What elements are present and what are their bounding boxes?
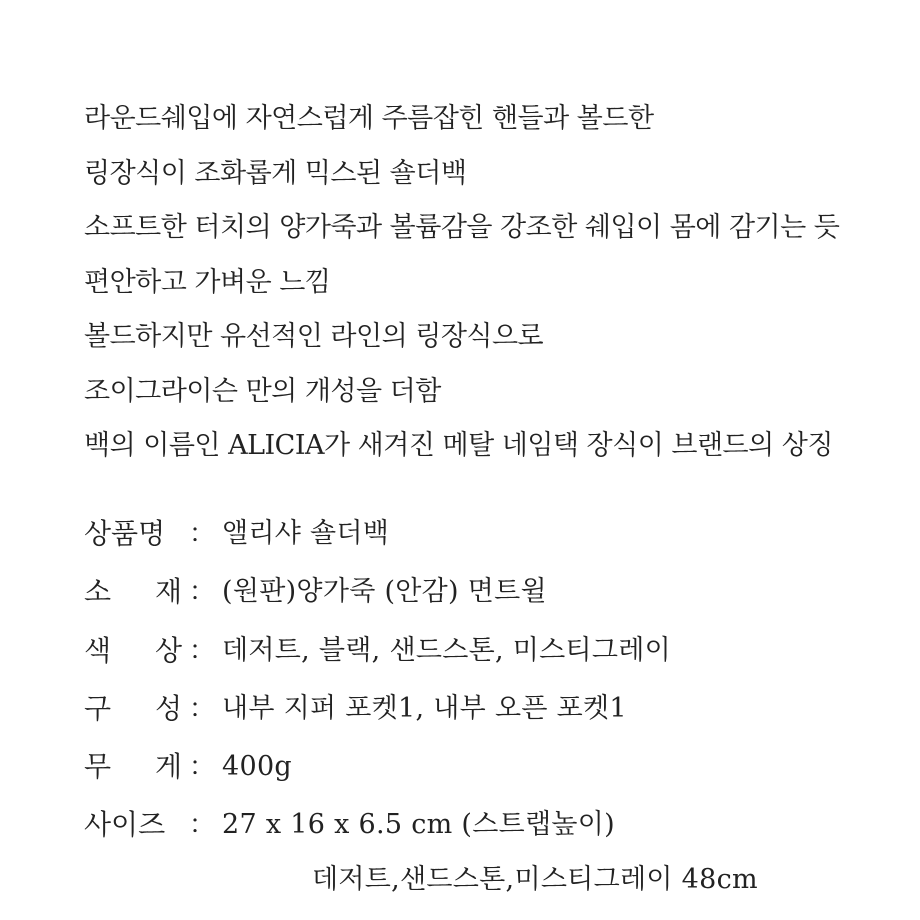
description-line: 볼드하지만 유선적인 라인의 링장식으로 [84, 321, 544, 352]
spec-label-composition [84, 683, 182, 735]
spec-value-size-strap: 데저트,샌드스톤,미스티그레이 48cm [312, 864, 758, 895]
spec-label-char: 성 [154, 691, 182, 725]
spec-value-weight: 400g [222, 751, 293, 783]
spec-value-material: (원판)양가죽 (안감) 면트윌 [222, 576, 547, 608]
spec-row-weight [84, 741, 904, 799]
spec-value-size: 27 x 16 x 6.5 cm (스트랩높이) [222, 809, 616, 841]
spec-row-material [84, 566, 904, 624]
spec-label-color [84, 625, 182, 677]
spec-value-composition: 내부 지퍼 포켓1, 내부 오픈 포켓1 [222, 692, 627, 724]
spec-colon: ： [188, 635, 215, 666]
spec-colon: ： [188, 752, 215, 783]
spec-label-char: 상 [154, 633, 182, 667]
spec-label-product-name: 상품명 [84, 517, 166, 550]
spec-colon: ： [188, 810, 215, 841]
spec-value-color: 데저트, 블랙, 샌드스톤, 미스티그레이 [222, 634, 672, 666]
spec-value-product-name: 앨리샤 숄더백 [222, 518, 390, 549]
description-line: 조이그라이슨 만의 개성을 더함 [84, 375, 441, 407]
description-line: 편안하고 가벼운 느낌 [84, 266, 331, 298]
spec-label-char: 재 [154, 575, 182, 609]
spec-label-size: 사이즈 [84, 808, 166, 842]
spec-label-char: 게 [154, 750, 182, 784]
spec-label-weight [84, 741, 182, 793]
product-specs [84, 508, 904, 895]
spec-row-color [84, 625, 904, 683]
description-line: 링장식이 조화롭게 믹스된 숄더백 [84, 157, 467, 189]
spec-label-char: 구 [84, 691, 112, 725]
spec-label-material [84, 566, 182, 618]
spec-row-product-name [84, 508, 904, 566]
spec-row-size [84, 799, 904, 857]
spec-label-char: 소 [84, 575, 112, 609]
description-line: 백의 이름인 ALICIA가 새겨진 메탈 네임택 장식이 브랜드의 상징 [84, 430, 833, 461]
spec-colon: ： [188, 519, 215, 549]
spec-row-composition [84, 683, 904, 741]
spec-label-char: 색 [84, 633, 112, 667]
spec-colon: ： [188, 693, 215, 724]
product-description [84, 92, 904, 474]
description-line: 소프트한 터치의 양가죽과 볼륨감을 강조한 쉐입이 몸에 감기는 듯 [84, 212, 840, 243]
spec-label-char: 무 [84, 750, 112, 784]
description-line: 라운드쉐입에 자연스럽게 주름잡힌 핸들과 볼드한 [84, 103, 654, 134]
spec-colon: ： [188, 577, 215, 608]
